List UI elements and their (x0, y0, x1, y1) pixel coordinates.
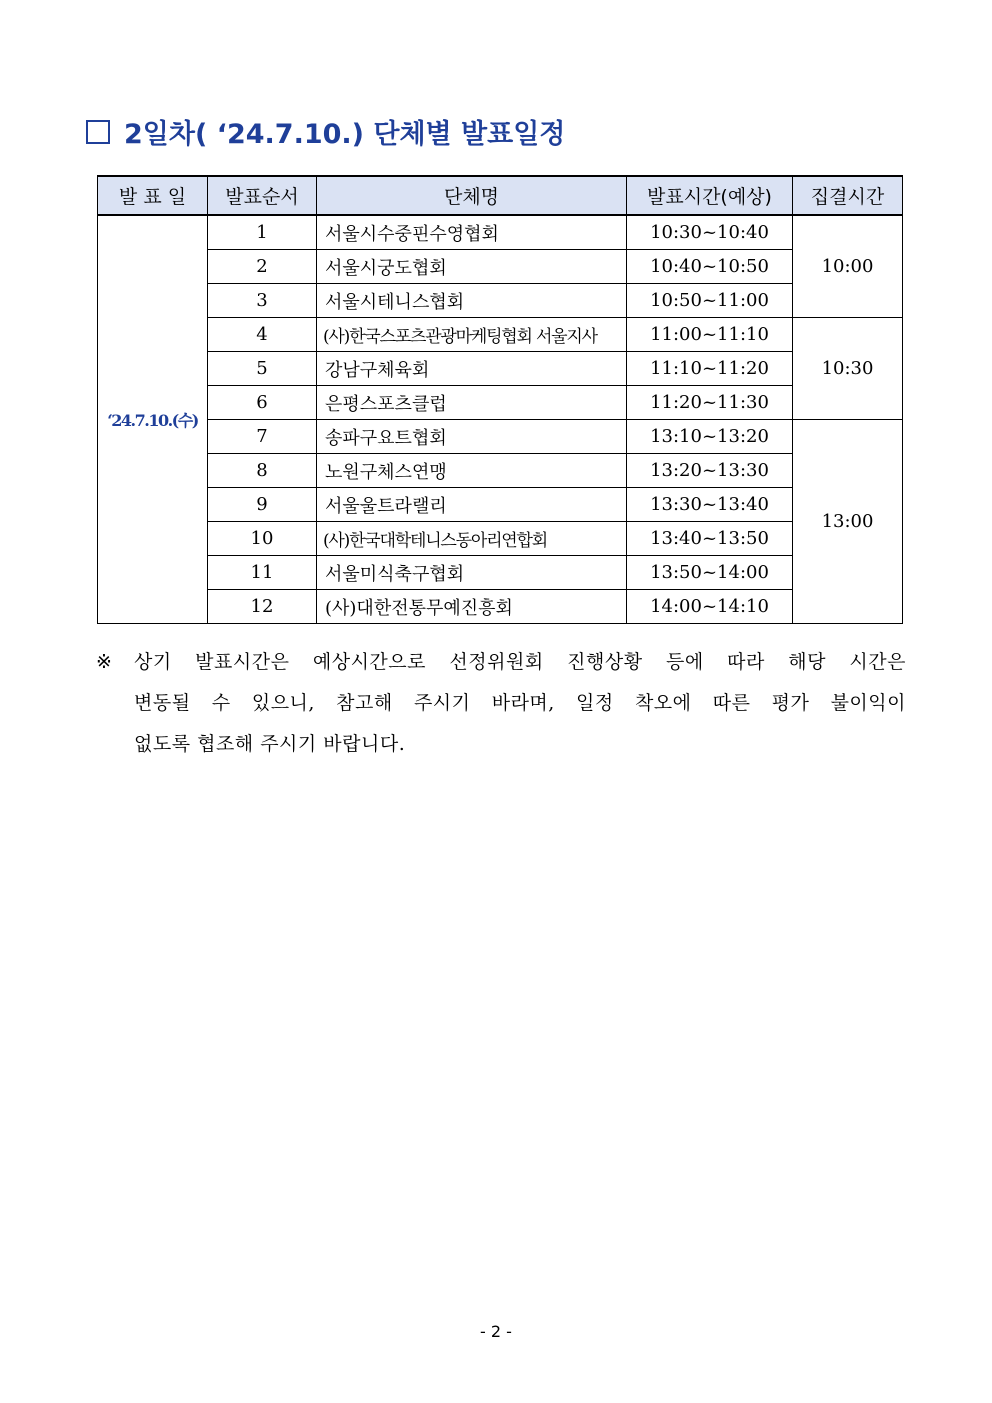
table-row (98, 556, 903, 590)
time-cell: 13:30~13:40 (627, 488, 793, 522)
org-cell: 서울울트라랠리 (317, 488, 627, 522)
note-line-3: 없도록 협조해 주시기 바랍니다. (134, 733, 406, 755)
table-row (98, 215, 903, 250)
table-row (98, 488, 903, 522)
order-cell: 11 (208, 556, 317, 590)
table-row (98, 250, 903, 284)
page-number: - 2 - (480, 1322, 512, 1341)
org-cell: (사)한국스포츠관광마케팅협회 서울지사 (317, 318, 627, 352)
order-cell: 9 (208, 488, 317, 522)
table-header-row (98, 176, 903, 215)
order-cell: 5 (208, 352, 317, 386)
table-row (98, 318, 903, 352)
table-row (98, 352, 903, 386)
order-cell: 2 (208, 250, 317, 284)
time-cell: 11:10~11:20 (627, 352, 793, 386)
order-cell: 4 (208, 318, 317, 352)
schedule-table (97, 175, 903, 624)
order-cell: 10 (208, 522, 317, 556)
section-heading (86, 112, 565, 151)
org-cell: 은평스포츠클럽 (317, 386, 627, 420)
time-cell: 13:10~13:20 (627, 420, 793, 454)
reference-mark-icon: ※ (96, 651, 112, 673)
table-row (98, 284, 903, 318)
order-cell: 1 (208, 215, 317, 250)
org-cell: 서울시수중핀수영협회 (317, 215, 627, 250)
time-cell: 10:40~10:50 (627, 250, 793, 284)
schedule-note (96, 642, 906, 765)
gather-cell: 10:30 (793, 318, 903, 420)
org-cell: (사)한국대학테니스동아리연합회 (317, 522, 627, 556)
table-row (98, 420, 903, 454)
order-cell: 12 (208, 590, 317, 624)
org-cell: 노원구체스연맹 (317, 454, 627, 488)
header-gather: 집결시간 (793, 176, 903, 215)
gather-cell: 10:00 (793, 215, 903, 318)
note-line-2: 변동될 수 있으니, 참고해 주시기 바라며, 일정 착오에 따른 평가 불이익이 (134, 692, 906, 714)
order-cell: 7 (208, 420, 317, 454)
org-cell: 서울시궁도협회 (317, 250, 627, 284)
org-cell: (사)대한전통무예진흥회 (317, 590, 627, 624)
table-row (98, 386, 903, 420)
header-order: 발표순서 (208, 176, 317, 215)
note-line-1: 상기 발표시간은 예상시간으로 선정위원회 진행상황 등에 따라 해당 시간은 (134, 651, 906, 673)
header-time: 발표시간(예상) (627, 176, 793, 215)
time-cell: 11:20~11:30 (627, 386, 793, 420)
time-cell: 10:50~11:00 (627, 284, 793, 318)
header-org: 단체명 (317, 176, 627, 215)
org-cell: 서울미식축구협회 (317, 556, 627, 590)
org-cell: 송파구요트협회 (317, 420, 627, 454)
gather-cell: 13:00 (793, 420, 903, 624)
checkbox-square-icon (86, 120, 110, 144)
time-cell: 10:30~10:40 (627, 215, 793, 250)
header-date: 발 표 일 (98, 176, 208, 215)
org-cell: 서울시테니스협회 (317, 284, 627, 318)
time-cell: 13:40~13:50 (627, 522, 793, 556)
time-cell: 13:20~13:30 (627, 454, 793, 488)
order-cell: 8 (208, 454, 317, 488)
order-cell: 6 (208, 386, 317, 420)
org-cell: 강남구체육회 (317, 352, 627, 386)
section-heading-text: 2일차( ‘24.7.10.) 단체별 발표일정 (124, 119, 566, 150)
table-row (98, 454, 903, 488)
time-cell: 11:00~11:10 (627, 318, 793, 352)
table-row (98, 522, 903, 556)
order-cell: 3 (208, 284, 317, 318)
time-cell: 14:00~14:10 (627, 590, 793, 624)
time-cell: 13:50~14:00 (627, 556, 793, 590)
table-row (98, 590, 903, 624)
date-cell: ‘24.7.10.(수) (98, 215, 208, 624)
